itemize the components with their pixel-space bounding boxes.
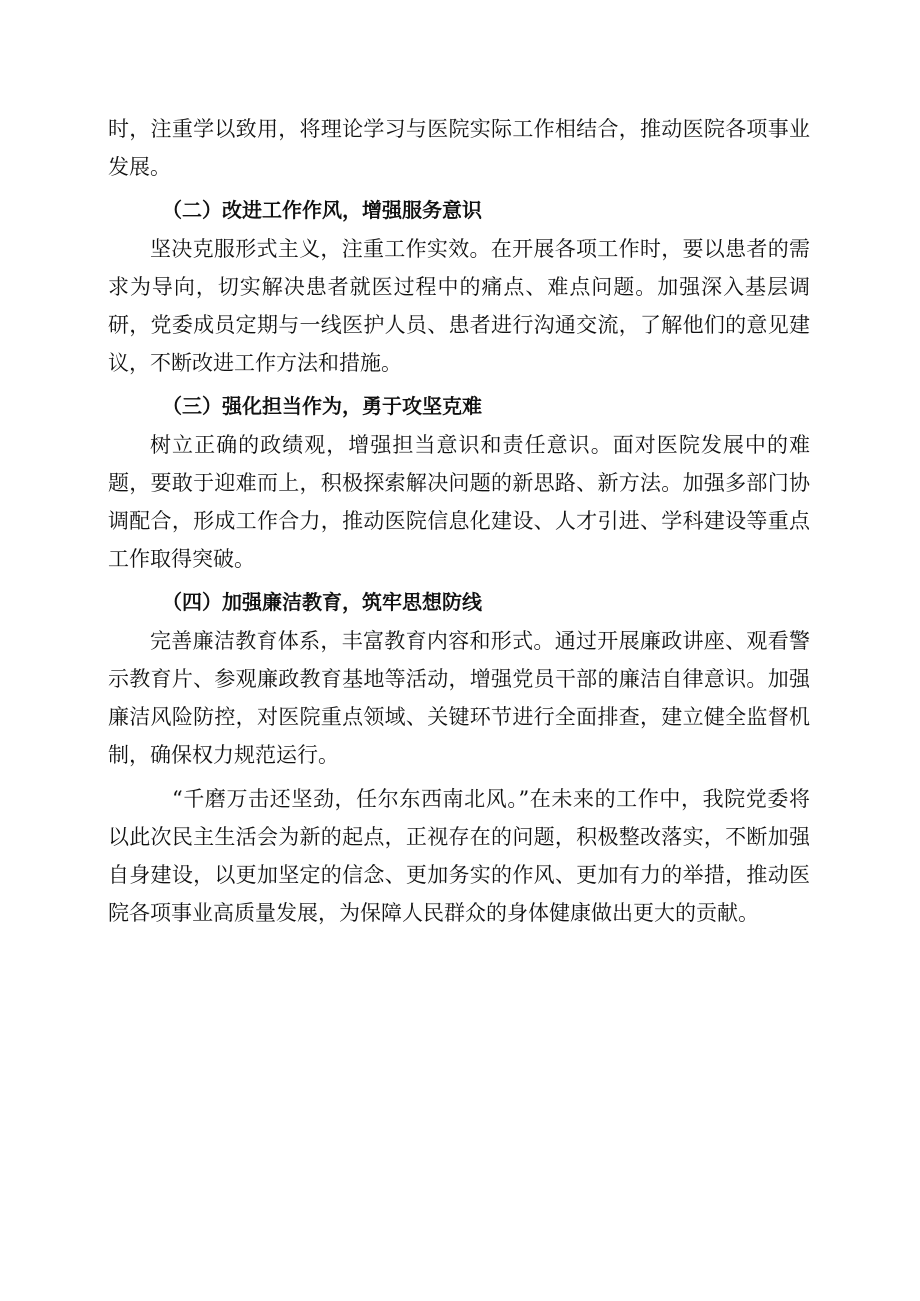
paragraph-section-2: 坚决克服形式主义，注重工作实效。在开展各项工作时，要以患者的需求为导向，切实解决患者就医过程中的痛点、难点问题。加强深入基层调研，党委成员定期与一线医护人员、患者进行沟通交流，了解他们的意见建议，不断改进工作方法和措施。 <box>108 237 810 375</box>
paragraph-section-4: 完善廉洁教育体系，丰富教育内容和形式。通过开展廉政讲座、观看警示教育片、参观廉政教育基地等活动，增强党员干部的廉洁自律意识。加强廉洁风险防控，对医院重点领域、关键环节进行全面排查，建立健全监督机制，确保权力规范运行。 <box>108 629 810 767</box>
section-heading-2: （二）改进工作作风，增强服务意识 <box>162 198 482 222</box>
closing-paragraph: “千磨万击还坚劲，任尔东西南北风。”在未来的工作中，我院党委将以此次民主生活会为新的起点，正视存在的问题，积极整改落实，不断加强自身建设，以更加坚定的信念、更加务实的作风、更加有力的举措，推动医院各项事业高质量发展，为保障人民群众的身体健康做出更大的贡献。 <box>108 787 810 925</box>
paragraph-section-3: 树立正确的政绩观，增强担当意识和责任意识。面对医院发展中的难题，要敢于迎难而上，积极探索解决问题的新思路、新方法。加强多部门协调配合，形成工作合力，推动医院信息化建设、人才引进、学科建设等重点工作取得突破。 <box>108 433 810 571</box>
paragraph-continuation: 时，注重学以致用，将理论学习与医院实际工作相结合，推动医院各项事业发展。 <box>108 117 810 179</box>
document-body <box>108 110 810 932</box>
section-heading-3: （三）强化担当作为，勇于攻坚克难 <box>162 394 482 418</box>
section-heading-4: （四）加强廉洁教育，筑牢思想防线 <box>162 590 482 614</box>
